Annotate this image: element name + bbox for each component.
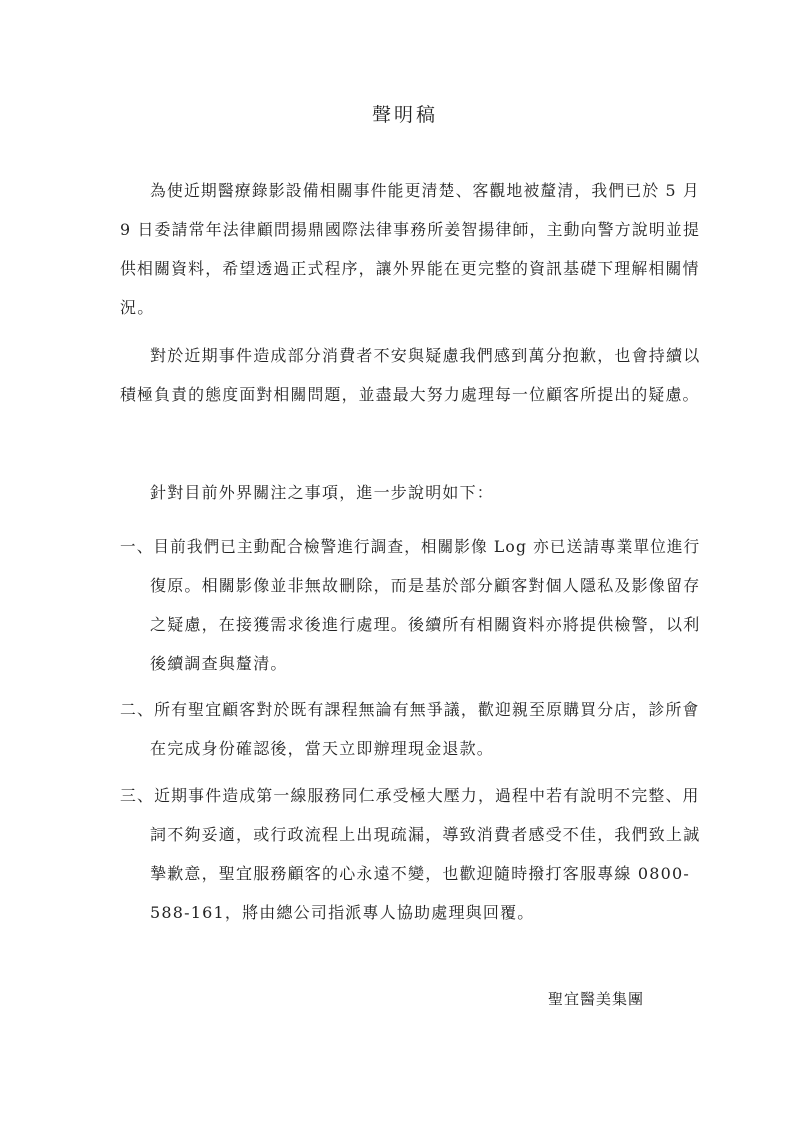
item1-line-4: 後續調查與釐清。 — [150, 654, 288, 673]
paragraph1-line-1: 為使近期醫療錄影設備相關事件能更清楚、客觀地被釐清，我們已於 5 月 — [150, 181, 700, 200]
item2-line-2: 在完成身份確認後，當天立即辦理現金退款。 — [150, 739, 495, 758]
item1-line-2: 復原。相關影像並非無故刪除，而是基於部分顧客對個人隱私及影像留存 — [150, 576, 701, 595]
item1-line-1: 一、目前我們已主動配合檢警進行調查，相關影像 Log 亦已送請專業單位進行 — [120, 537, 701, 556]
paragraph2-line-1: 對於近期事件造成部分消費者不安與疑慮我們感到萬分抱歉，也會持續以 — [150, 346, 701, 365]
paragraph2-line-2: 積極負責的態度面對相關問題，並盡最大努力處理每一位顧客所提出的疑慮。 — [120, 385, 700, 404]
item3-line-1: 三、近期事件造成第一線服務同仁承受極大壓力，過程中若有說明不完整、用 — [120, 786, 700, 805]
item3-line-2: 詞不夠妥適，或行政流程上出現疏漏，導致消費者感受不佳，我們致上誠 — [150, 825, 701, 844]
paragraph1-line-3: 供相關資料，希望透過正式程序，讓外界能在更完整的資訊基礎下理解相關情 — [120, 259, 700, 278]
paragraph1-line-4: 況。 — [120, 298, 155, 317]
signature: 聖宜醫美集團 — [548, 990, 645, 1008]
item2-line-1: 二、所有聖宜顧客對於既有課程無論有無爭議，歡迎親至原購買分店，診所會 — [120, 700, 700, 719]
intro-line: 針對目前外界關注之事項，進一步說明如下： — [150, 483, 495, 502]
paragraph1-line-2: 9 日委請常年法律顧問揚鼎國際法律事務所姜智揚律師，主動向警方說明並提 — [120, 220, 701, 239]
item3-line-3: 摯歉意，聖宜服務顧客的心永遠不變，也歡迎隨時撥打客服專線 0800- — [150, 864, 691, 883]
item1-line-3: 之疑慮，在接獲需求後進行處理。後續所有相關資料亦將提供檢警，以利 — [150, 615, 701, 634]
document-title: 聲明稿 — [371, 104, 438, 126]
item3-line-4: 588-161，將由總公司指派專人協助處理與回覆。 — [150, 903, 535, 922]
